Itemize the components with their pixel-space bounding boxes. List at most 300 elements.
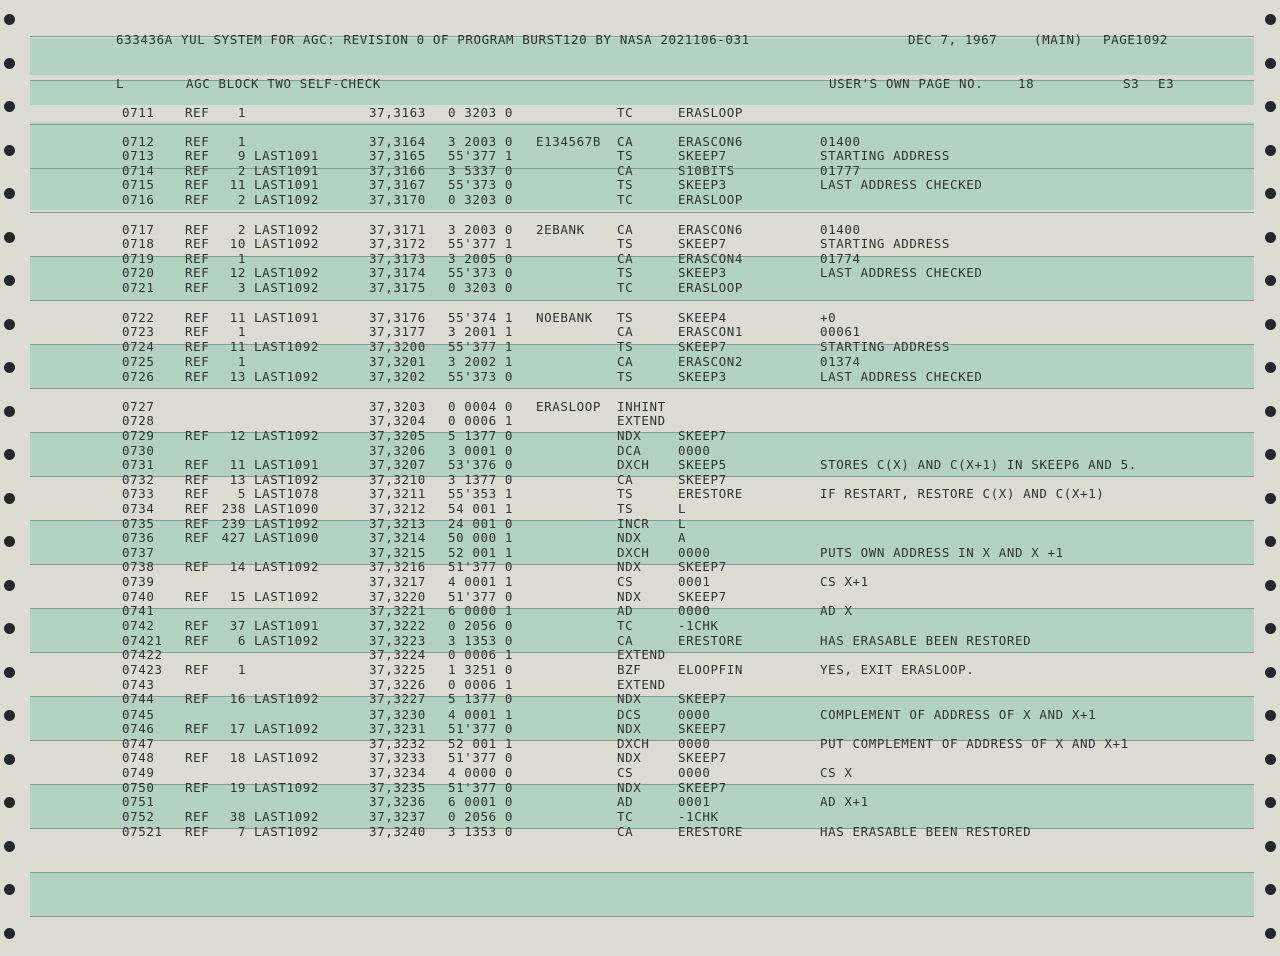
ref-count: 2 <box>237 163 246 178</box>
ref-last-page: LAST1092 <box>254 516 320 531</box>
memory-address: 37,3212 <box>369 501 426 516</box>
feed-hole-icon <box>4 493 15 504</box>
ref-count: 12 <box>229 265 246 280</box>
symbol-label: 2EBANK <box>536 222 585 237</box>
ref-count: 239 <box>221 516 246 531</box>
opcode: NDX <box>617 559 642 574</box>
feed-hole-icon <box>1265 493 1276 504</box>
operand: ERASLOOP <box>678 105 744 120</box>
ref-keyword: REF <box>185 780 210 795</box>
feed-hole-icon <box>4 667 15 678</box>
listing-title: AGC BLOCK TWO SELF-CHECK <box>186 76 382 91</box>
opcode: TS <box>617 310 634 325</box>
ref-keyword: REF <box>185 662 210 677</box>
feed-hole-icon <box>1265 275 1276 286</box>
octal-code: 3 2003 0 <box>448 222 514 237</box>
ref-keyword: REF <box>185 472 210 487</box>
opcode: BZF <box>617 662 642 677</box>
feed-hole-icon <box>4 145 15 156</box>
comment: YES, EXIT ERASLOOP. <box>820 662 975 677</box>
memory-address: 37,3163 <box>369 105 426 120</box>
opcode: TS <box>617 339 634 354</box>
octal-code: 53'376 0 <box>448 457 514 472</box>
ref-count: 18 <box>229 750 246 765</box>
operand: 0000 <box>678 545 711 560</box>
opcode: NDX <box>617 780 642 795</box>
memory-address: 37,3230 <box>369 707 426 722</box>
octal-code: 0 0006 1 <box>448 413 514 428</box>
ref-count: 12 <box>229 428 246 443</box>
operand: 0001 <box>678 794 711 809</box>
comment: +0 <box>820 310 837 325</box>
octal-code: 24 001 0 <box>448 516 514 531</box>
operand: ERASLOOP <box>678 192 744 207</box>
opcode: CA <box>617 251 634 266</box>
octal-code: 0 0006 1 <box>448 677 514 692</box>
symbol-label: NOEBANK <box>536 310 593 325</box>
opcode: CA <box>617 134 634 149</box>
opcode: AD <box>617 603 634 618</box>
operand: SKEEP7 <box>678 472 727 487</box>
feed-hole-icon <box>1265 449 1276 460</box>
memory-address: 37,3172 <box>369 236 426 251</box>
feed-hole-icon <box>1265 362 1276 373</box>
memory-address: 37,3236 <box>369 794 426 809</box>
memory-address: 37,3227 <box>369 691 426 706</box>
operand: SKEEP7 <box>678 750 727 765</box>
feed-hole-icon <box>4 536 15 547</box>
ref-last-page: LAST1092 <box>254 369 320 384</box>
code-e3: E3 <box>1158 76 1175 91</box>
operand: ERASCON2 <box>678 354 744 369</box>
line-sequence: 0733 <box>122 486 155 501</box>
memory-address: 37,3221 <box>369 603 426 618</box>
octal-code: 3 1377 0 <box>448 472 514 487</box>
ref-last-page: LAST1091 <box>254 177 320 192</box>
line-sequence: 0743 <box>122 677 155 692</box>
memory-address: 37,3224 <box>369 647 426 662</box>
ref-count: 13 <box>229 472 246 487</box>
line-sequence: 0742 <box>122 618 155 633</box>
ref-count: 5 <box>237 486 246 501</box>
comment: HAS ERASABLE BEEN RESTORED <box>820 824 1032 839</box>
opcode: NDX <box>617 750 642 765</box>
opcode: NDX <box>617 428 642 443</box>
operand: 0000 <box>678 707 711 722</box>
ref-last-page: LAST1092 <box>254 589 320 604</box>
operand: L <box>678 516 687 531</box>
feed-hole-icon <box>1265 754 1276 765</box>
comment: STORES C(X) AND C(X+1) IN SKEEP6 AND 5. <box>820 457 1137 472</box>
ref-keyword: REF <box>185 516 210 531</box>
feed-hole-icon <box>4 928 15 939</box>
opcode: INHINT <box>617 399 666 414</box>
octal-code: 55'373 0 <box>448 265 514 280</box>
ref-count: 1 <box>237 251 246 266</box>
band-rule <box>30 124 1254 125</box>
operand: SKEEP7 <box>678 721 727 736</box>
band-rule <box>30 476 1254 477</box>
feed-hole-icon <box>4 101 15 112</box>
ref-keyword: REF <box>185 354 210 369</box>
greenbar-band <box>30 122 1254 166</box>
octal-code: 6 0000 1 <box>448 603 514 618</box>
line-sequence: 0711 <box>122 105 155 120</box>
line-sequence: 0727 <box>122 399 155 414</box>
memory-address: 37,3216 <box>369 559 426 574</box>
comment: HAS ERASABLE BEEN RESTORED <box>820 633 1032 648</box>
octal-code: 0 2056 0 <box>448 618 514 633</box>
ref-last-page: LAST1091 <box>254 148 320 163</box>
memory-address: 37,3233 <box>369 750 426 765</box>
operand: ERASCON4 <box>678 251 744 266</box>
comment: 01774 <box>820 251 861 266</box>
feed-hole-icon <box>4 14 15 25</box>
octal-code: 52 001 1 <box>448 736 514 751</box>
memory-address: 37,3211 <box>369 486 426 501</box>
greenbar-band <box>30 872 1254 916</box>
ref-keyword: REF <box>185 369 210 384</box>
ref-last-page: LAST1092 <box>254 780 320 795</box>
memory-address: 37,3203 <box>369 399 426 414</box>
opcode: CS <box>617 765 634 780</box>
line-sequence: 0731 <box>122 457 155 472</box>
system-line: 633436A YUL SYSTEM FOR AGC: REVISION 0 OF PROGRAM BURST120 BY NASA 2021106-031 <box>116 32 750 47</box>
opcode: DCS <box>617 707 642 722</box>
line-sequence: 0723 <box>122 324 155 339</box>
octal-code: 3 0001 0 <box>448 443 514 458</box>
ref-count: 11 <box>229 310 246 325</box>
ref-keyword: REF <box>185 618 210 633</box>
ref-last-page: LAST1092 <box>254 236 320 251</box>
opcode: TC <box>617 280 634 295</box>
ref-last-page: LAST1092 <box>254 192 320 207</box>
ref-count: 11 <box>229 457 246 472</box>
line-sequence: 0715 <box>122 177 155 192</box>
feed-hole-icon <box>4 754 15 765</box>
opcode: NDX <box>617 721 642 736</box>
opcode: DXCH <box>617 545 650 560</box>
ref-keyword: REF <box>185 721 210 736</box>
ref-count: 14 <box>229 559 246 574</box>
comment: STARTING ADDRESS <box>820 236 951 251</box>
symbol-label: E134567B <box>536 134 602 149</box>
opcode: CA <box>617 354 634 369</box>
ref-count: 1 <box>237 105 246 120</box>
comment: COMPLEMENT OF ADDRESS OF X AND X+1 <box>820 707 1097 722</box>
ref-last-page: LAST1092 <box>254 280 320 295</box>
octal-code: 3 1353 0 <box>448 633 514 648</box>
ref-count: 37 <box>229 618 246 633</box>
octal-code: 55'377 1 <box>448 236 514 251</box>
octal-code: 4 0000 0 <box>448 765 514 780</box>
operand: SKEEP7 <box>678 428 727 443</box>
feed-hole-icon <box>1265 841 1276 852</box>
memory-address: 37,3166 <box>369 163 426 178</box>
band-rule <box>30 784 1254 785</box>
opcode: TS <box>617 486 634 501</box>
line-sequence: 0739 <box>122 574 155 589</box>
feed-hole-icon <box>1265 188 1276 199</box>
band-rule <box>30 608 1254 609</box>
octal-code: 52 001 1 <box>448 545 514 560</box>
greenbar-band <box>30 163 1254 210</box>
line-sequence: 0714 <box>122 163 155 178</box>
feed-hole-icon <box>4 797 15 808</box>
operand: SKEEP7 <box>678 691 727 706</box>
ref-last-page: LAST1092 <box>254 339 320 354</box>
ref-last-page: LAST1091 <box>254 457 320 472</box>
line-sequence: 0732 <box>122 472 155 487</box>
band-rule <box>30 872 1254 873</box>
line-sequence: 0719 <box>122 251 155 266</box>
ref-last-page: LAST1092 <box>254 633 320 648</box>
line-sequence: 0713 <box>122 148 155 163</box>
line-sequence: 0728 <box>122 413 155 428</box>
memory-address: 37,3232 <box>369 736 426 751</box>
ref-count: 19 <box>229 780 246 795</box>
line-sequence: 0750 <box>122 780 155 795</box>
ref-keyword: REF <box>185 192 210 207</box>
feed-hole-icon <box>1265 536 1276 547</box>
comment: AD X <box>820 603 853 618</box>
band-rule <box>30 916 1254 917</box>
octal-code: 5 1377 0 <box>448 691 514 706</box>
octal-code: 3 2002 1 <box>448 354 514 369</box>
greenbar-band <box>30 344 1254 388</box>
line-sequence: 0740 <box>122 589 155 604</box>
octal-code: 1 3251 0 <box>448 662 514 677</box>
feed-hole-icon <box>4 58 15 69</box>
memory-address: 37,3171 <box>369 222 426 237</box>
operand: -1CHK <box>678 618 719 633</box>
band-rule <box>30 432 1254 433</box>
comment: CS X <box>820 765 853 780</box>
feed-hole-icon <box>4 710 15 721</box>
feed-hole-icon <box>1265 884 1276 895</box>
opcode: CA <box>617 633 634 648</box>
line-sequence: 0744 <box>122 691 155 706</box>
ref-keyword: REF <box>185 809 210 824</box>
comment: PUTS OWN ADDRESS IN X AND X +1 <box>820 545 1064 560</box>
ref-count: 15 <box>229 589 246 604</box>
memory-address: 37,3210 <box>369 472 426 487</box>
line-sequence: 0751 <box>122 794 155 809</box>
comment: 01400 <box>820 222 861 237</box>
opcode: DXCH <box>617 457 650 472</box>
line-sequence: 0721 <box>122 280 155 295</box>
ref-count: 11 <box>229 339 246 354</box>
line-sequence: 0724 <box>122 339 155 354</box>
octal-code: 50 000 1 <box>448 530 514 545</box>
ref-keyword: REF <box>185 691 210 706</box>
ref-keyword: REF <box>185 530 210 545</box>
comment: 00061 <box>820 324 861 339</box>
octal-code: 6 0001 0 <box>448 794 514 809</box>
feed-hole-icon <box>1265 14 1276 25</box>
comment: 01374 <box>820 354 861 369</box>
memory-address: 37,3170 <box>369 192 426 207</box>
ref-count: 1 <box>237 662 246 677</box>
comment: IF RESTART, RESTORE C(X) AND C(X+1) <box>820 486 1105 501</box>
memory-address: 37,3204 <box>369 413 426 428</box>
memory-address: 37,3231 <box>369 721 426 736</box>
feed-hole-icon <box>1265 797 1276 808</box>
memory-address: 37,3237 <box>369 809 426 824</box>
operand: ERASCON6 <box>678 134 744 149</box>
opcode: NDX <box>617 589 642 604</box>
operand: SKEEP7 <box>678 339 727 354</box>
feed-hole-icon <box>1265 319 1276 330</box>
ref-last-page: LAST1092 <box>254 809 320 824</box>
octal-code: 51'377 0 <box>448 589 514 604</box>
operand: SKEEP5 <box>678 457 727 472</box>
ref-keyword: REF <box>185 559 210 574</box>
ref-count: 2 <box>237 222 246 237</box>
octal-code: 0 3203 0 <box>448 280 514 295</box>
opcode: TC <box>617 105 634 120</box>
line-sequence: 07423 <box>122 662 163 677</box>
octal-code: 0 2056 0 <box>448 809 514 824</box>
operand: ERESTORE <box>678 486 744 501</box>
ref-last-page: LAST1092 <box>254 472 320 487</box>
memory-address: 37,3207 <box>369 457 426 472</box>
operand: SKEEP7 <box>678 236 727 251</box>
band-rule <box>30 564 1254 565</box>
ref-count: 17 <box>229 721 246 736</box>
operand: 0000 <box>678 603 711 618</box>
ref-keyword: REF <box>185 486 210 501</box>
octal-code: 55'374 1 <box>448 310 514 325</box>
memory-address: 37,3202 <box>369 369 426 384</box>
opcode: TS <box>617 501 634 516</box>
comment: 01777 <box>820 163 861 178</box>
memory-address: 37,3226 <box>369 677 426 692</box>
line-sequence: 0720 <box>122 265 155 280</box>
section-label: (MAIN) <box>1034 32 1083 47</box>
opcode: NDX <box>617 530 642 545</box>
ref-keyword: REF <box>185 265 210 280</box>
ref-count: 1 <box>237 134 246 149</box>
line-sequence: 0730 <box>122 443 155 458</box>
operand: SKEEP7 <box>678 589 727 604</box>
line-sequence: 07521 <box>122 824 163 839</box>
operand: ERESTORE <box>678 633 744 648</box>
line-sequence: 0716 <box>122 192 155 207</box>
line-sequence: 0748 <box>122 750 155 765</box>
line-sequence: 0734 <box>122 501 155 516</box>
ref-count: 238 <box>221 501 246 516</box>
comment: CS X+1 <box>820 574 869 589</box>
memory-address: 37,3240 <box>369 824 426 839</box>
octal-code: 51'377 0 <box>448 780 514 795</box>
line-sequence: 07422 <box>122 647 163 662</box>
comment: STARTING ADDRESS <box>820 339 951 354</box>
feed-hole-icon <box>1265 710 1276 721</box>
opcode: INCR <box>617 516 650 531</box>
ref-count: 1 <box>237 324 246 339</box>
line-sequence: 0722 <box>122 310 155 325</box>
opcode: EXTEND <box>617 647 666 662</box>
memory-address: 37,3235 <box>369 780 426 795</box>
comment: AD X+1 <box>820 794 869 809</box>
feed-hole-icon <box>1265 667 1276 678</box>
operand: 0001 <box>678 574 711 589</box>
ref-last-page: LAST1091 <box>254 618 320 633</box>
ref-keyword: REF <box>185 457 210 472</box>
octal-code: 3 2005 0 <box>448 251 514 266</box>
band-rule <box>30 300 1254 301</box>
octal-code: 4 0001 1 <box>448 574 514 589</box>
feed-hole-icon <box>1265 406 1276 417</box>
memory-address: 37,3174 <box>369 265 426 280</box>
line-sequence: 0736 <box>122 530 155 545</box>
ref-count: 427 <box>221 530 246 545</box>
page-number: PAGE1092 <box>1103 32 1169 47</box>
opcode: TS <box>617 369 634 384</box>
band-rule <box>30 256 1254 257</box>
greenbar-band <box>30 256 1254 300</box>
code-s3: S3 <box>1123 76 1140 91</box>
ref-keyword: REF <box>185 222 210 237</box>
line-sequence: 0712 <box>122 134 155 149</box>
ref-count: 6 <box>237 633 246 648</box>
feed-hole-icon <box>4 232 15 243</box>
opcode: EXTEND <box>617 413 666 428</box>
operand: ERESTORE <box>678 824 744 839</box>
band-rule <box>30 828 1254 829</box>
memory-address: 37,3200 <box>369 339 426 354</box>
greenbar-band <box>30 784 1254 828</box>
octal-code: 55'377 1 <box>448 148 514 163</box>
ref-keyword: REF <box>185 310 210 325</box>
octal-code: 54 001 1 <box>448 501 514 516</box>
opcode: TC <box>617 618 634 633</box>
octal-code: 0 3203 0 <box>448 105 514 120</box>
operand: 0000 <box>678 443 711 458</box>
comment: LAST ADDRESS CHECKED <box>820 265 983 280</box>
ref-last-page: LAST1090 <box>254 530 320 545</box>
ref-keyword: REF <box>185 134 210 149</box>
opcode: TS <box>617 177 634 192</box>
octal-code: 55'373 0 <box>448 177 514 192</box>
feed-hole-icon <box>4 188 15 199</box>
operand: SKEEP7 <box>678 780 727 795</box>
feed-hole-icon <box>1265 101 1276 112</box>
opcode: CA <box>617 163 634 178</box>
ref-keyword: REF <box>185 750 210 765</box>
feed-hole-icon <box>4 580 15 591</box>
memory-address: 37,3217 <box>369 574 426 589</box>
user-page-label: USER'S OWN PAGE NO. <box>829 76 984 91</box>
feed-hole-icon <box>4 449 15 460</box>
operand: SKEEP7 <box>678 559 727 574</box>
operand: SKEEP3 <box>678 369 727 384</box>
opcode: TS <box>617 236 634 251</box>
octal-code: 3 2003 0 <box>448 134 514 149</box>
operand: 0000 <box>678 736 711 751</box>
band-rule <box>30 168 1254 169</box>
ref-last-page: LAST1092 <box>254 824 320 839</box>
memory-address: 37,3234 <box>369 765 426 780</box>
ref-keyword: REF <box>185 251 210 266</box>
opcode: CA <box>617 222 634 237</box>
ref-keyword: REF <box>185 428 210 443</box>
memory-address: 37,3220 <box>369 589 426 604</box>
ref-last-page: LAST1092 <box>254 691 320 706</box>
ref-keyword: REF <box>185 163 210 178</box>
feed-hole-icon <box>1265 58 1276 69</box>
